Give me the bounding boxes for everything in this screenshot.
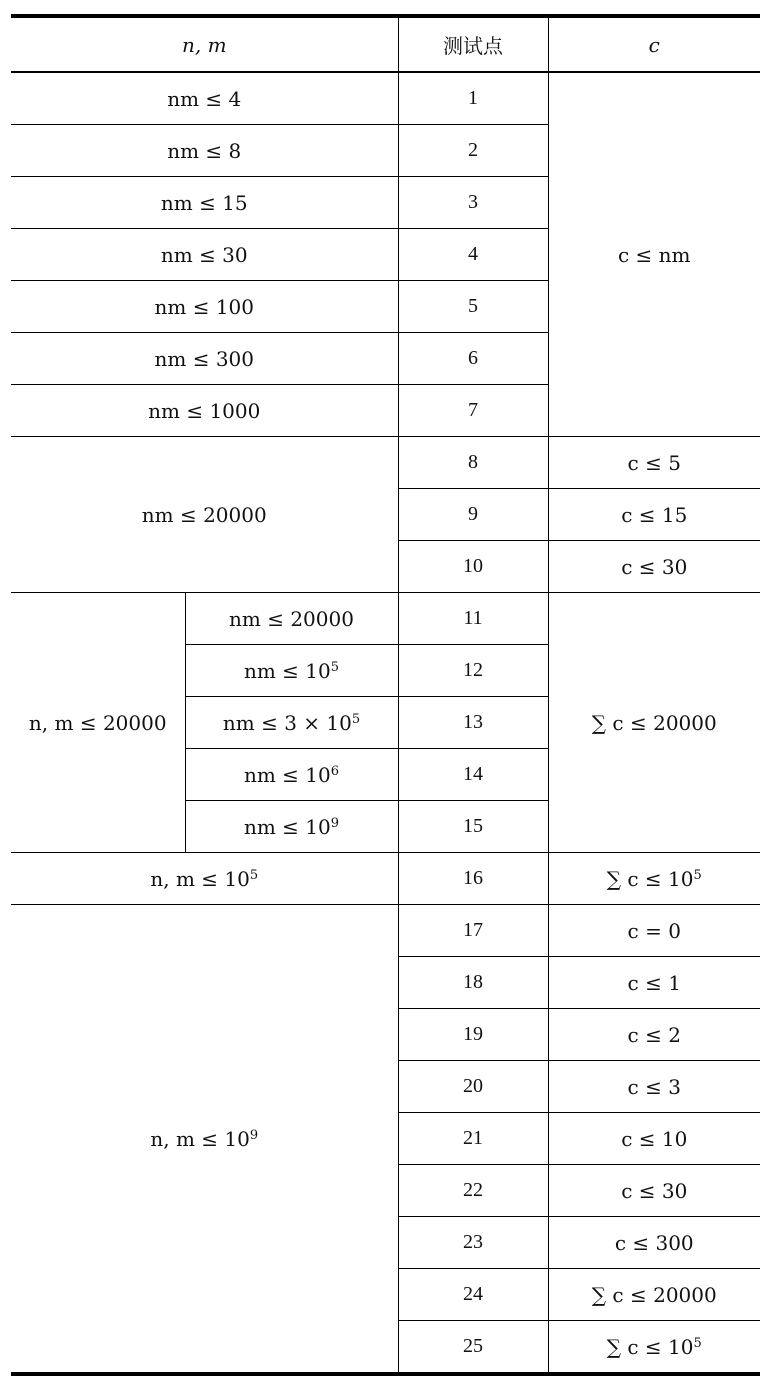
testcase-id: 17 bbox=[398, 905, 548, 957]
c-cell: c ≤ 15 bbox=[548, 489, 760, 541]
testcase-id: 15 bbox=[398, 801, 548, 853]
testcase-id: 7 bbox=[398, 385, 548, 437]
cond-cell: nm ≤ 8 bbox=[11, 125, 398, 177]
c-cell: c = 0 bbox=[548, 905, 760, 957]
c-cell: c ≤ 2 bbox=[548, 1009, 760, 1061]
testcase-id: 16 bbox=[398, 853, 548, 905]
cond-cell: nm ≤ 20000 bbox=[11, 437, 398, 593]
testcase-id: 12 bbox=[398, 645, 548, 697]
constraints-table bbox=[11, 14, 760, 1376]
c-cell: c ≤ 5 bbox=[548, 437, 760, 489]
sub-cond-cell: nm ≤ $10^6$ bbox=[185, 749, 398, 801]
testcase-id: 19 bbox=[398, 1009, 548, 1061]
testcase-id: 20 bbox=[398, 1061, 548, 1113]
c-cell: c ≤ 30 bbox=[548, 1165, 760, 1217]
cond-cell: nm ≤ 4 bbox=[167, 86, 242, 111]
header-nm: n, m bbox=[11, 16, 398, 72]
cond-cell: n, $m \le 10^5$ bbox=[11, 853, 398, 905]
testcase-id: 18 bbox=[398, 957, 548, 1009]
c-cell: ∑ $c \le 10^5$ bbox=[548, 853, 760, 905]
testcase-id: 6 bbox=[398, 333, 548, 385]
testcase-id: 10 bbox=[398, 541, 548, 593]
sub-cond-cell: nm ≤ $10^5$ bbox=[185, 645, 398, 697]
c-cell: c ≤ 3 bbox=[548, 1061, 760, 1113]
testcase-id: 2 bbox=[398, 125, 548, 177]
c-cell: ∑ $c \le 10^5$ bbox=[548, 1321, 760, 1375]
table-row bbox=[11, 437, 760, 489]
testcase-id: 4 bbox=[398, 229, 548, 281]
table-row bbox=[11, 853, 760, 905]
testcase-id: 8 bbox=[398, 437, 548, 489]
header-row bbox=[11, 16, 760, 72]
table-row bbox=[11, 905, 760, 957]
constraints-table-wrapper bbox=[11, 14, 760, 1376]
testcase-id: 5 bbox=[398, 281, 548, 333]
testcase-id: 23 bbox=[398, 1217, 548, 1269]
testcase-id: 14 bbox=[398, 749, 548, 801]
sub-cond-cell: nm ≤ 20000 bbox=[185, 593, 398, 645]
testcase-id: 9 bbox=[398, 489, 548, 541]
header-c: c bbox=[548, 16, 760, 72]
c-cell: c ≤ 10 bbox=[548, 1113, 760, 1165]
table-row bbox=[11, 593, 760, 645]
testcase-id: 24 bbox=[398, 1269, 548, 1321]
c-cell: c ≤ 300 bbox=[548, 1217, 760, 1269]
testcase-id: 22 bbox=[398, 1165, 548, 1217]
c-cell: ∑ c ≤ 20000 bbox=[548, 1269, 760, 1321]
cond-cell: nm ≤ 15 bbox=[11, 177, 398, 229]
header-testcase: 测试点 bbox=[398, 16, 548, 72]
c-cell: c ≤ 30 bbox=[548, 541, 760, 593]
sub-cond-cell: nm ≤ $3 \times 10^5$ bbox=[185, 697, 398, 749]
cond-cell: nm ≤ 30 bbox=[11, 229, 398, 281]
testcase-id: 1 bbox=[398, 72, 548, 125]
testcase-id: 3 bbox=[398, 177, 548, 229]
c-cell: c ≤ 1 bbox=[548, 957, 760, 1009]
cond-cell: nm ≤ 1000 bbox=[11, 385, 398, 437]
cond-cell: n, m ≤ 20000 bbox=[11, 593, 185, 853]
cond-cell: nm ≤ 100 bbox=[11, 281, 398, 333]
sub-cond-cell: nm ≤ $10^9$ bbox=[185, 801, 398, 853]
cond-cell: nm ≤ 300 bbox=[11, 333, 398, 385]
cond-cell: n, $m \le 10^9$ bbox=[11, 905, 398, 1375]
c-cell: ∑ c ≤ 20000 bbox=[548, 593, 760, 853]
table-row bbox=[11, 72, 760, 125]
testcase-id: 13 bbox=[398, 697, 548, 749]
testcase-id: 25 bbox=[398, 1321, 548, 1375]
c-cell: c ≤ nm bbox=[548, 72, 760, 437]
testcase-id: 21 bbox=[398, 1113, 548, 1165]
testcase-id: 11 bbox=[398, 593, 548, 645]
